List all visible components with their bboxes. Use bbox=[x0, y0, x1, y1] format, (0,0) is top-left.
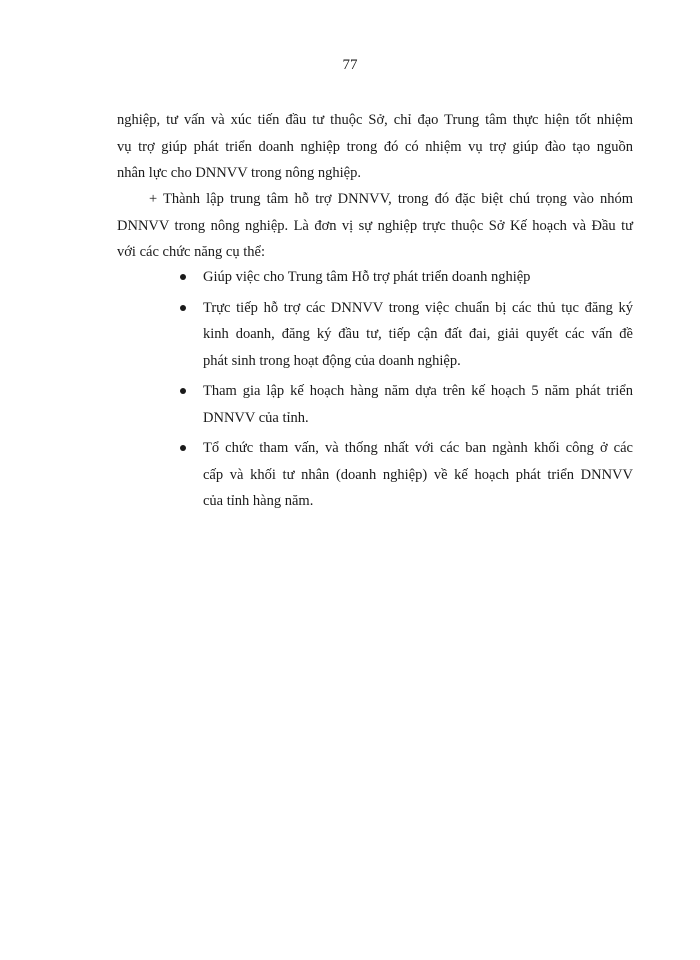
function-bullet-list bbox=[178, 264, 633, 519]
paragraph-line: vụ trợ giúp phát triển doanh nghiệp trong đó có nhiệm vụ trợ giúp đào tạo nguồn bbox=[117, 138, 633, 155]
bullet-line: Tham gia lập kế hoạch hàng năm dựa trên kế hoạch 5 năm phát triển bbox=[203, 383, 633, 399]
paragraph-line: nhân lực cho DNNVV trong nông nghiệp. bbox=[117, 165, 361, 181]
bullet-line: Tổ chức tham vấn, và thống nhất với các ban ngành khối công ở các bbox=[203, 440, 633, 456]
paragraph-line: nghiệp, tư vấn và xúc tiến đầu tư thuộc Sở, chỉ đạo Trung tâm thực hiện tốt nhiệm bbox=[117, 112, 633, 128]
bullet-line: Trực tiếp hỗ trợ các DNNVV trong việc chuẩn bị các thủ tục đăng ký bbox=[203, 299, 633, 316]
bullet-dot-icon bbox=[180, 274, 186, 280]
paragraph-line: với các chức năng cụ thể: bbox=[117, 244, 265, 260]
bullet-line: phát sinh trong hoạt động của doanh nghiệp. bbox=[203, 352, 461, 369]
bullet-line: kinh doanh, đăng ký đầu tư, tiếp cận đất đai, giải quyết các vấn đề bbox=[203, 326, 633, 342]
bullet-line: DNNVV của tỉnh. bbox=[203, 409, 309, 426]
bullet-dot-icon bbox=[180, 388, 186, 394]
paragraph-line: + Thành lập trung tâm hỗ trợ DNNVV, trong đó đặc biệt chú trọng vào nhóm bbox=[149, 191, 633, 207]
page-number: 77 bbox=[342, 57, 358, 73]
bullet-item bbox=[178, 295, 633, 375]
paragraph-continuation bbox=[117, 107, 633, 187]
bullet-line: của tỉnh hàng năm. bbox=[203, 493, 314, 509]
bullet-item bbox=[178, 378, 633, 431]
bullet-line: Giúp việc cho Trung tâm Hỗ trợ phát triển doanh nghiệp bbox=[203, 269, 531, 285]
bullet-line: cấp và khối tư nhân (doanh nghiệp) về kế hoạch phát triển DNNVV bbox=[203, 466, 633, 483]
bullet-dot-icon bbox=[180, 305, 186, 311]
bullet-item bbox=[178, 435, 633, 515]
paragraph-center-establishment bbox=[117, 186, 633, 266]
paragraph-line: DNNVV trong nông nghiệp. Là đơn vị sự nghiệp trực thuộc Sở Kế hoạch và Đầu tư bbox=[117, 217, 633, 234]
bullet-dot-icon bbox=[180, 445, 186, 451]
bullet-item bbox=[178, 264, 633, 291]
